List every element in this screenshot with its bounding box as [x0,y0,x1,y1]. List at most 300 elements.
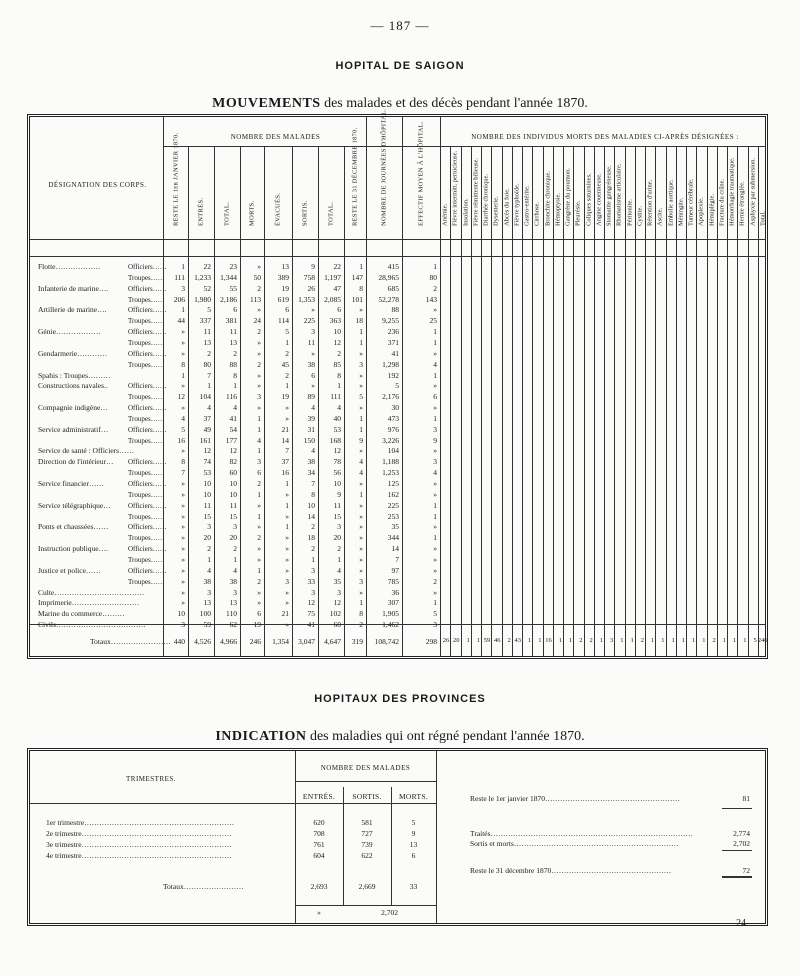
disease-header [502,109,512,239]
row-value: » [181,533,185,543]
row-label: Ponts et chaussées…… [38,522,109,532]
row-value: 9 [359,435,363,445]
disease-total-value: 2 [712,637,716,644]
row-value: 1 [433,262,437,271]
disease-header [573,109,583,239]
row-value: 3 [181,620,185,630]
row-sublabel: Officiers…… [128,425,167,434]
row-value: » [311,381,315,391]
row-value: » [433,446,437,456]
table-row [30,338,765,348]
summary-value: 72 [742,866,750,875]
row-value: » [181,576,185,586]
summary-label: Reste le 31 décembre 1870………………………………………… [470,866,672,875]
row-value: 10 [333,327,341,337]
row-value: 13 [203,598,211,608]
row-value: 236 [387,327,399,337]
total-value: 1,354 [272,637,289,646]
row-value: 10 [203,479,211,488]
totals-row [30,637,768,649]
total-value: 319 [351,637,363,646]
disease-header [604,109,614,239]
row-value: » [257,305,261,315]
disease-header [553,109,563,239]
row-value: 38 [203,576,211,586]
disease-total-value: 1 [466,637,470,644]
row-sublabel: Troupes…… [128,577,165,586]
row-value: 19 [281,392,289,402]
row-value: 10 [333,479,341,488]
row-value: 19 [281,283,289,293]
row-value: » [181,348,185,358]
row-value: 2 [433,576,437,586]
row-value: 3 [181,283,185,293]
table-row [30,598,765,608]
row-value: 34 [307,468,315,478]
section1-heading-rest: des malades et des décès pendant l'année 1870. [320,96,588,111]
row-label: Direction de l'intérieur… [38,457,114,467]
row-value: 13 [229,337,237,347]
row-value: 5 [181,424,185,434]
section2-heading-bold: INDICATION [215,729,307,744]
row-value: 15 [203,511,211,521]
row-value: 38 [307,457,315,467]
row-value: 5 [433,609,437,619]
row-value: 8 [181,359,185,369]
column-header: ENTRÉS. [302,792,336,801]
row-value: » [433,544,437,554]
row-value: 20 [229,533,237,543]
grand-left: » [317,908,321,917]
row-value: 2 [311,544,315,554]
trimestre-value: 727 [361,829,373,838]
row-value: 6 [285,305,289,315]
row-value: » [433,479,437,488]
row-value: 6 [233,305,237,315]
row-value: 38 [229,576,237,586]
disease-total-value: 1 [476,637,480,644]
table-row [30,577,765,587]
row-value: 758 [303,272,315,282]
row-value: 13 [203,337,211,347]
row-value: 2 [207,544,211,554]
row-sublabel: Officiers…… [128,523,167,532]
row-value: 3 [359,576,363,586]
row-value: 20 [333,533,341,543]
table-row [30,284,765,294]
row-value: 1 [257,424,261,434]
numeric-header [402,109,440,239]
row-value: 9,255 [382,316,399,326]
row-value: 6 [257,609,261,619]
row-value: 11 [203,327,211,337]
row-value: 74 [203,457,211,467]
row-value: 1 [233,554,237,564]
row-value: 1 [285,337,289,347]
row-value: 113 [250,294,261,304]
row-sublabel: Officiers…… [128,480,167,488]
row-value: 62 [229,620,237,630]
row-value: 1,905 [382,609,399,619]
row-value: 20 [203,533,211,543]
table-row [30,609,765,619]
row-value: 8 [337,370,341,380]
row-value: 1 [359,262,363,271]
numeric-header-text: MORTS. [248,200,256,226]
row-value: 1 [207,554,211,564]
row-value: 14 [281,435,289,445]
disease-total-value: 20 [453,637,460,644]
disease-header-text: Total. [759,211,767,226]
row-value: 337 [199,316,211,326]
row-value: » [359,348,363,358]
row-value: 18 [355,316,363,326]
row-value: 53 [203,468,211,478]
disease-header [758,109,768,239]
row-value: 4 [207,403,211,413]
disease-header-text: Rhumatisme articulaire. [615,163,623,226]
row-value: 2 [207,348,211,358]
row-sublabel: Troupes…… [128,490,165,499]
row-value: 7 [181,468,185,478]
row-value: » [359,370,363,380]
table-row [30,544,765,554]
total-value: 4,966 [220,637,237,646]
row-value: 1 [285,500,289,510]
row-value: 2,085 [324,294,341,304]
disease-header-text: Hernie étranglée. [738,181,746,226]
numeric-header [163,109,188,239]
row-value: 2 [257,283,261,293]
numeric-header-text: TOTAL. [327,201,335,226]
row-value: 1 [233,381,237,391]
row-value: 25 [429,316,437,326]
disease-total-value: 16 [545,637,552,644]
row-value: » [181,446,185,456]
row-value: 4 [337,403,341,413]
numeric-header-text: RESTE LE 31 DÉCEMBRE 1870. [351,127,359,226]
row-value: 8 [233,370,237,380]
row-value: 1 [359,413,363,423]
row-value: 37 [281,457,289,467]
row-sublabel: Officiers…… [128,349,167,358]
row-sublabel: Troupes…… [128,317,165,326]
disease-header [440,109,450,239]
trimestre-value: 604 [313,851,325,860]
row-label: Culte……………………………… [38,587,145,597]
row-value: 1 [257,565,261,575]
row-value: 60 [229,468,237,478]
table-row [30,327,765,337]
row-value: 12 [229,446,237,456]
table-row [30,316,765,326]
row-value: 12 [333,337,341,347]
row-value: 389 [277,272,289,282]
disease-header-text: Fièvre typhoïde. [513,183,521,226]
row-value: 35 [391,522,399,532]
row-value: » [359,522,363,532]
row-value: 33 [307,576,315,586]
row-label: Service financier…… [38,479,105,488]
row-value: 12 [203,446,211,456]
row-value: » [433,554,437,564]
row-value: 2 [257,533,261,543]
disease-header-text: Stomatite gangréneuse. [605,165,613,226]
numeric-header-text: TOTAL. [223,201,231,226]
row-value: 8 [181,457,185,467]
row-value: 116 [226,392,237,402]
row-value: » [359,533,363,543]
row-value: 1 [337,381,341,391]
table-row [30,436,765,446]
row-value: » [285,565,289,575]
row-value: » [257,544,261,554]
table-row [30,566,765,576]
row-value: 619 [277,294,289,304]
trimestres-header: TRIMESTRES. [126,775,177,783]
total-value: 4,526 [194,637,211,646]
row-value: » [359,544,363,554]
row-label: Compagnie indigène… [38,403,108,413]
row-value: 2 [233,544,237,554]
trimestre-value: 9 [411,829,416,838]
numeric-header-text: ÉVACUÉS. [274,192,282,226]
numeric-header [264,109,292,239]
row-value: 18 [307,533,315,543]
disease-header-text: Apoplexie. [697,197,705,226]
row-value: 9 [337,489,341,499]
row-value: » [359,554,363,564]
disease-header-text: Fièvre rémittente bilieuse. [472,157,480,226]
row-value: 1,344 [220,272,237,282]
disease-header [512,109,522,239]
table-row [30,349,765,359]
disease-total-value: 1 [528,637,532,644]
total-value: 246 [249,637,261,646]
row-value: » [359,381,363,391]
row-value: 2 [285,370,289,380]
row-label: Imprimerie……………………… [38,598,140,608]
disease-header [655,109,665,239]
row-value: 9 [311,262,315,271]
total-value: 33 [409,882,418,891]
column-header: SORTIS. [352,792,382,801]
footer-number: 24. [736,918,749,929]
row-value: 31 [307,424,315,434]
row-value: 3 [311,327,315,337]
row-value: 101 [351,294,363,304]
row-value: » [285,554,289,564]
row-value: 2 [257,479,261,488]
numeric-header [318,109,344,239]
row-value: 3 [337,587,341,597]
row-value: 381 [225,316,237,326]
row-value: 2 [233,348,237,358]
column-header: MORTS. [398,792,429,801]
row-value: » [257,370,261,380]
table-row [30,403,765,413]
disease-header [584,109,594,239]
table-row [30,392,765,402]
table-row [30,371,765,381]
row-value: » [359,403,363,413]
row-value: 1 [433,500,437,510]
row-value: 3 [311,565,315,575]
row-sublabel: Officiers…… [128,458,167,467]
row-value: 10 [307,500,315,510]
disease-header [614,109,624,239]
row-value: 7 [285,446,289,456]
row-value: » [257,500,261,510]
row-value: » [257,403,261,413]
trimestre-value: 622 [361,851,373,860]
row-value: 253 [387,511,399,521]
table-row [30,512,765,522]
table-row [30,425,765,435]
disease-total-value: 2 [579,637,583,644]
disease-total-value: 2 [507,637,511,644]
total-value: 4,647 [324,637,341,646]
row-value: 40 [333,413,341,423]
row-value: 16 [281,468,289,478]
summary-label: Reste le 1er janvier 1870……………………………………………… [470,794,680,803]
row-value: 10 [203,489,211,499]
row-value: 4 [207,565,211,575]
disease-header [450,109,460,239]
row-sublabel: Officiers…… [128,566,167,575]
row-value: 1 [181,370,185,380]
disease-total-value: 246 [757,637,768,644]
row-value: » [181,554,185,564]
row-value: » [433,565,437,575]
total-value: 3,047 [298,637,315,646]
row-value: 97 [391,565,399,575]
row-value: 1,253 [382,468,399,478]
row-value: 1,353 [298,294,315,304]
row-value: 89 [307,392,315,402]
row-value: » [181,511,185,521]
table-row [30,273,765,283]
row-value: 11 [333,500,341,510]
disease-total-value: 1 [671,637,675,644]
row-sublabel: Troupes…… [128,414,165,423]
disease-header-text: Cystite. [636,205,644,226]
row-value: 6 [337,305,341,315]
trimestre-label: 3e trimestre…………………………………………………… [46,840,232,849]
disease-header-text: Insolation. [462,198,470,226]
total-value: 298 [425,637,437,646]
row-value: 53 [333,424,341,434]
disease-total-value: 1 [538,637,542,644]
row-value: 1 [257,489,261,499]
row-value: 44 [177,316,185,326]
row-value: » [311,305,315,315]
row-value: 1 [285,479,289,488]
disease-header [737,109,747,239]
disease-header [543,109,553,239]
total-value: 2,669 [358,882,376,891]
row-value: » [359,500,363,510]
disease-total-value: 1 [702,637,706,644]
row-value: 10 [177,609,185,619]
disease-header-text: Abcès du foie. [503,188,511,226]
row-sublabel: Troupes…… [128,512,165,521]
row-value: 11 [307,337,315,347]
row-sublabel: Troupes…… [128,436,165,445]
row-value: 2 [285,348,289,358]
row-value: 2 [337,348,341,358]
row-value: » [181,489,185,499]
row-value: 11 [229,327,237,337]
disease-total-value: 1 [681,637,685,644]
row-value: 28,965 [378,272,399,282]
table-row [30,501,765,511]
disease-header-text: Diarrhée chronique. [482,174,490,226]
row-value: 14 [307,511,315,521]
disease-header-text: Angine couenneuse. [595,173,603,226]
disease-header [471,109,481,239]
disease-header-text: Pleurésie. [574,200,582,226]
numeric-header-text: RESTE LE 1er JANVIER 1870. [172,132,179,226]
row-value: 1 [337,554,341,564]
row-value: » [285,587,289,597]
row-value: 1 [181,305,185,315]
row-value: 3 [433,620,437,630]
row-value: » [433,403,437,413]
row-value: 3 [233,522,237,532]
row-value: 104 [387,446,399,456]
numeric-header [366,109,402,239]
row-value: 19 [253,620,261,630]
disease-header-text: Péritonite. [626,199,634,226]
row-value: 4 [181,413,185,423]
row-value: 1,298 [382,359,399,369]
row-value: 7 [207,370,211,380]
row-sublabel: Troupes…… [128,393,165,402]
row-value: 4 [359,457,363,467]
row-value: 35 [333,576,341,586]
disease-header [563,109,573,239]
row-value: 168 [329,435,341,445]
group-header: NOMBRE DES MALADES [320,764,411,772]
mouvements-table [27,108,768,659]
row-value: 363 [329,316,341,326]
row-sublabel: Troupes…… [128,338,165,347]
summary-rule [722,876,752,878]
row-sublabel: Troupes…… [128,295,165,304]
row-value: 1 [181,262,185,271]
row-value: 24 [253,316,261,326]
disease-header-text: Rétention d'urine. [646,179,654,226]
disease-total-value: 1 [733,637,737,644]
row-value: » [359,446,363,456]
row-sublabel: Officiers…… [128,263,167,271]
row-value: 47 [333,283,341,293]
numeric-header [240,109,264,239]
disease-total-value: 1 [661,637,665,644]
disease-header-text: Fracture du crâne. [718,178,726,226]
row-label: Service de santé : Officiers…… [38,446,135,456]
group-header-malades: NOMBRE DES MALADES [230,133,321,141]
row-value: 371 [387,337,399,347]
row-value: » [359,305,363,315]
row-value: 9 [433,435,437,445]
table-row [30,555,765,565]
row-value: 45 [281,359,289,369]
row-value: 36 [391,587,399,597]
numeric-header [214,109,240,239]
disease-total-value: 1 [620,637,624,644]
